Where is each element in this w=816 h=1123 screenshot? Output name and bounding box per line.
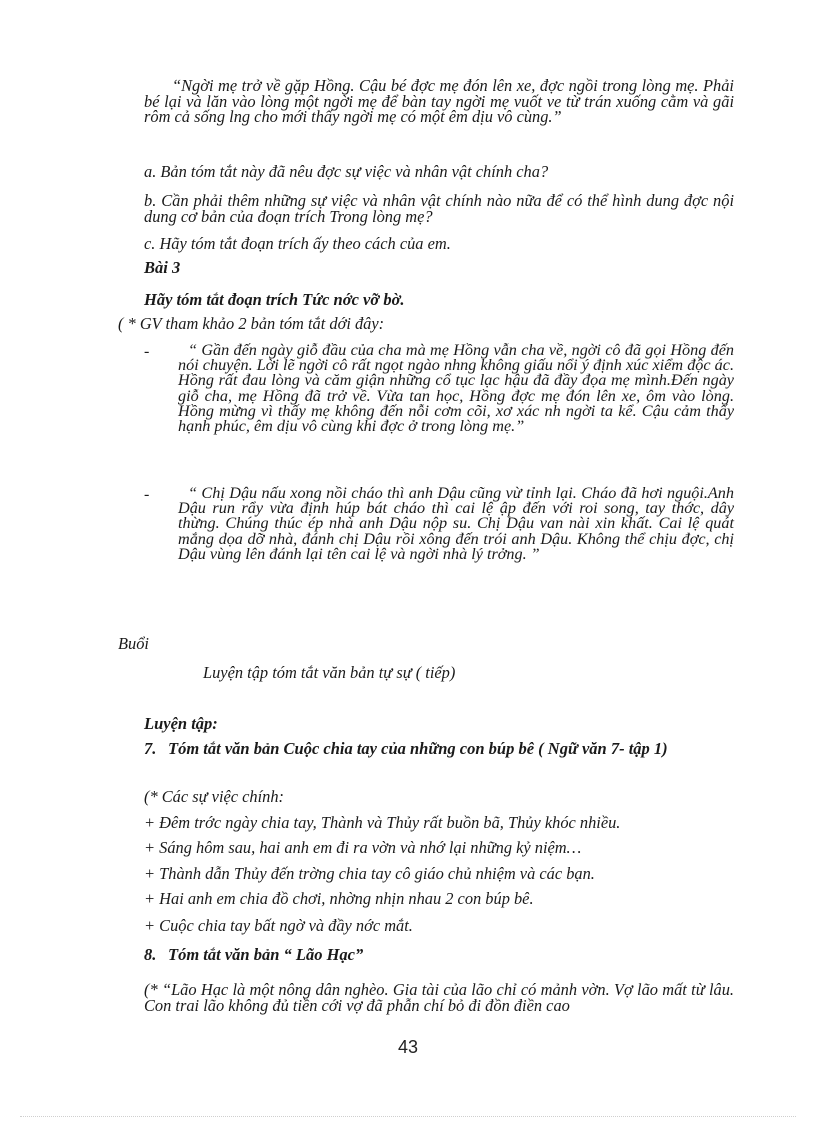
summary-text-1: “ Gần đến ngày giỗ đầu của cha mà mẹ Hồng vẫn cha về, ngời cô đã gọi Hồng đến nói chuyện. Lời lẽ ngời cô rất ngọt ngào nhng không giấu nổi ý định xúc xiểm độc ác. Hồng rất đau lòng và căm giận những cổ tục lạc hậu đã đầy đọa mẹ mình.Đến ngày giỗ cha, mẹ Hồng đã trở về. Vừa tan học, Hồng đợc mẹ đón lên xe, ôm vào lòng. Hồng mừng vì thấy mẹ không đến nỗi cơm cõi, xơ xác nh ngời ta kể. Cậu cảm thấy hạnh phúc, êm dịu vô cùng khi đợc ở trong lòng mẹ.” bbox=[178, 341, 734, 436]
lesson-title: Luyện tập tóm tắt văn bản tự sự ( tiếp) bbox=[203, 663, 456, 682]
summary-item-1 bbox=[144, 343, 734, 434]
event-5: + Cuộc chia tay bất ngờ và đầy nớc mắt. bbox=[144, 916, 413, 935]
summary-text-2: “ Chị Dậu nấu xong nồi cháo thì anh Dậu cũng vừ tỉnh lại. Cháo đã hơi nguội.Anh Dậu run rẩy vừa định húp bát cháo thì cai lệ ập đến với roi song, tay thớc, dây thừng. Chúng thúc ép nhà anh Dậu nộp su. Chị Dậu van nài xin khất. Cai lệ quát mắng dọa dỡ nhà, đánh chị Dậu rồi xông đến trói anh Dậu. Không thể chịu đợc, chị Dậu vùng lên đánh lại tên cai lệ và ngời nhà lý trởng. ” bbox=[178, 484, 734, 563]
teacher-note: ( * GV tham khảo 2 bản tóm tắt dới đây: bbox=[118, 314, 385, 333]
event-3: + Thành dẫn Thủy đến trờng chia tay cô giáo chủ nhiệm và các bạn. bbox=[144, 864, 595, 883]
footer-divider bbox=[20, 1116, 796, 1117]
item-7-number: 7. bbox=[144, 739, 157, 758]
practice-heading: Luyện tập: bbox=[144, 714, 218, 733]
event-1: + Đêm trớc ngày chia tay, Thành và Thủy rất buồn bã, Thủy khóc nhiều. bbox=[144, 813, 621, 832]
item-8-number: 8. bbox=[144, 945, 157, 964]
question-c: c. Hãy tóm tắt đoạn trích ấy theo cách của em. bbox=[144, 234, 451, 253]
page-number: 43 bbox=[397, 1037, 419, 1057]
dash-bullet: - bbox=[144, 343, 150, 360]
summary-item-2 bbox=[144, 486, 734, 562]
item-7-text: Tóm tắt văn bản Cuộc chia tay của những con búp bê ( Ngữ văn 7- tập 1) bbox=[168, 739, 668, 758]
item-8 bbox=[144, 947, 734, 962]
event-4: + Hai anh em chia đồ chơi, nhờng nhịn nhau 2 con búp bê. bbox=[144, 889, 534, 908]
exercise-3-heading: Bài 3 bbox=[144, 258, 181, 277]
event-2: + Sáng hôm sau, hai anh em đi ra vờn và nhớ lại những kỷ niệm… bbox=[144, 838, 582, 857]
question-b: b. Cần phải thêm những sự việc và nhân vật chính nào nữa để có thể hình dung đợc nội dung cơ bản của đoạn trích Trong lòng mẹ? bbox=[144, 191, 734, 226]
exercise-3-task: Hãy tóm tắt đoạn trích Tức nớc vỡ bờ. bbox=[144, 290, 405, 309]
events-heading: (* Các sự việc chính: bbox=[144, 787, 285, 806]
item-7 bbox=[144, 741, 734, 756]
session-label: Buổi bbox=[118, 634, 149, 653]
lao-hac-paragraph: (* “Lão Hạc là một nông dân nghèo. Gia tài của lão chỉ có mảnh vờn. Vợ lão mất từ lâu. Con trai lão không đủ tiền cới vợ đã phẫn chí bỏ đi đồn điền cao bbox=[144, 980, 734, 1015]
dash-bullet: - bbox=[144, 486, 150, 503]
item-8-text: Tóm tắt văn bản “ Lão Hạc” bbox=[168, 945, 364, 964]
question-a: a. Bản tóm tắt này đã nêu đợc sự việc và nhân vật chính cha? bbox=[144, 162, 549, 181]
intro-quote-paragraph: “Ngời mẹ trở về gặp Hồng. Cậu bé đợc mẹ đón lên xe, đợc ngồi trong lòng mẹ. Phải bé lại và lăn vào lòng một ngời mẹ để bàn tay ngời mẹ vuốt ve từ trán xuống cằm và gãi rôm cả sống lng cho mới thấy ngời mẹ có một êm dịu vô cùng.” bbox=[144, 76, 734, 127]
